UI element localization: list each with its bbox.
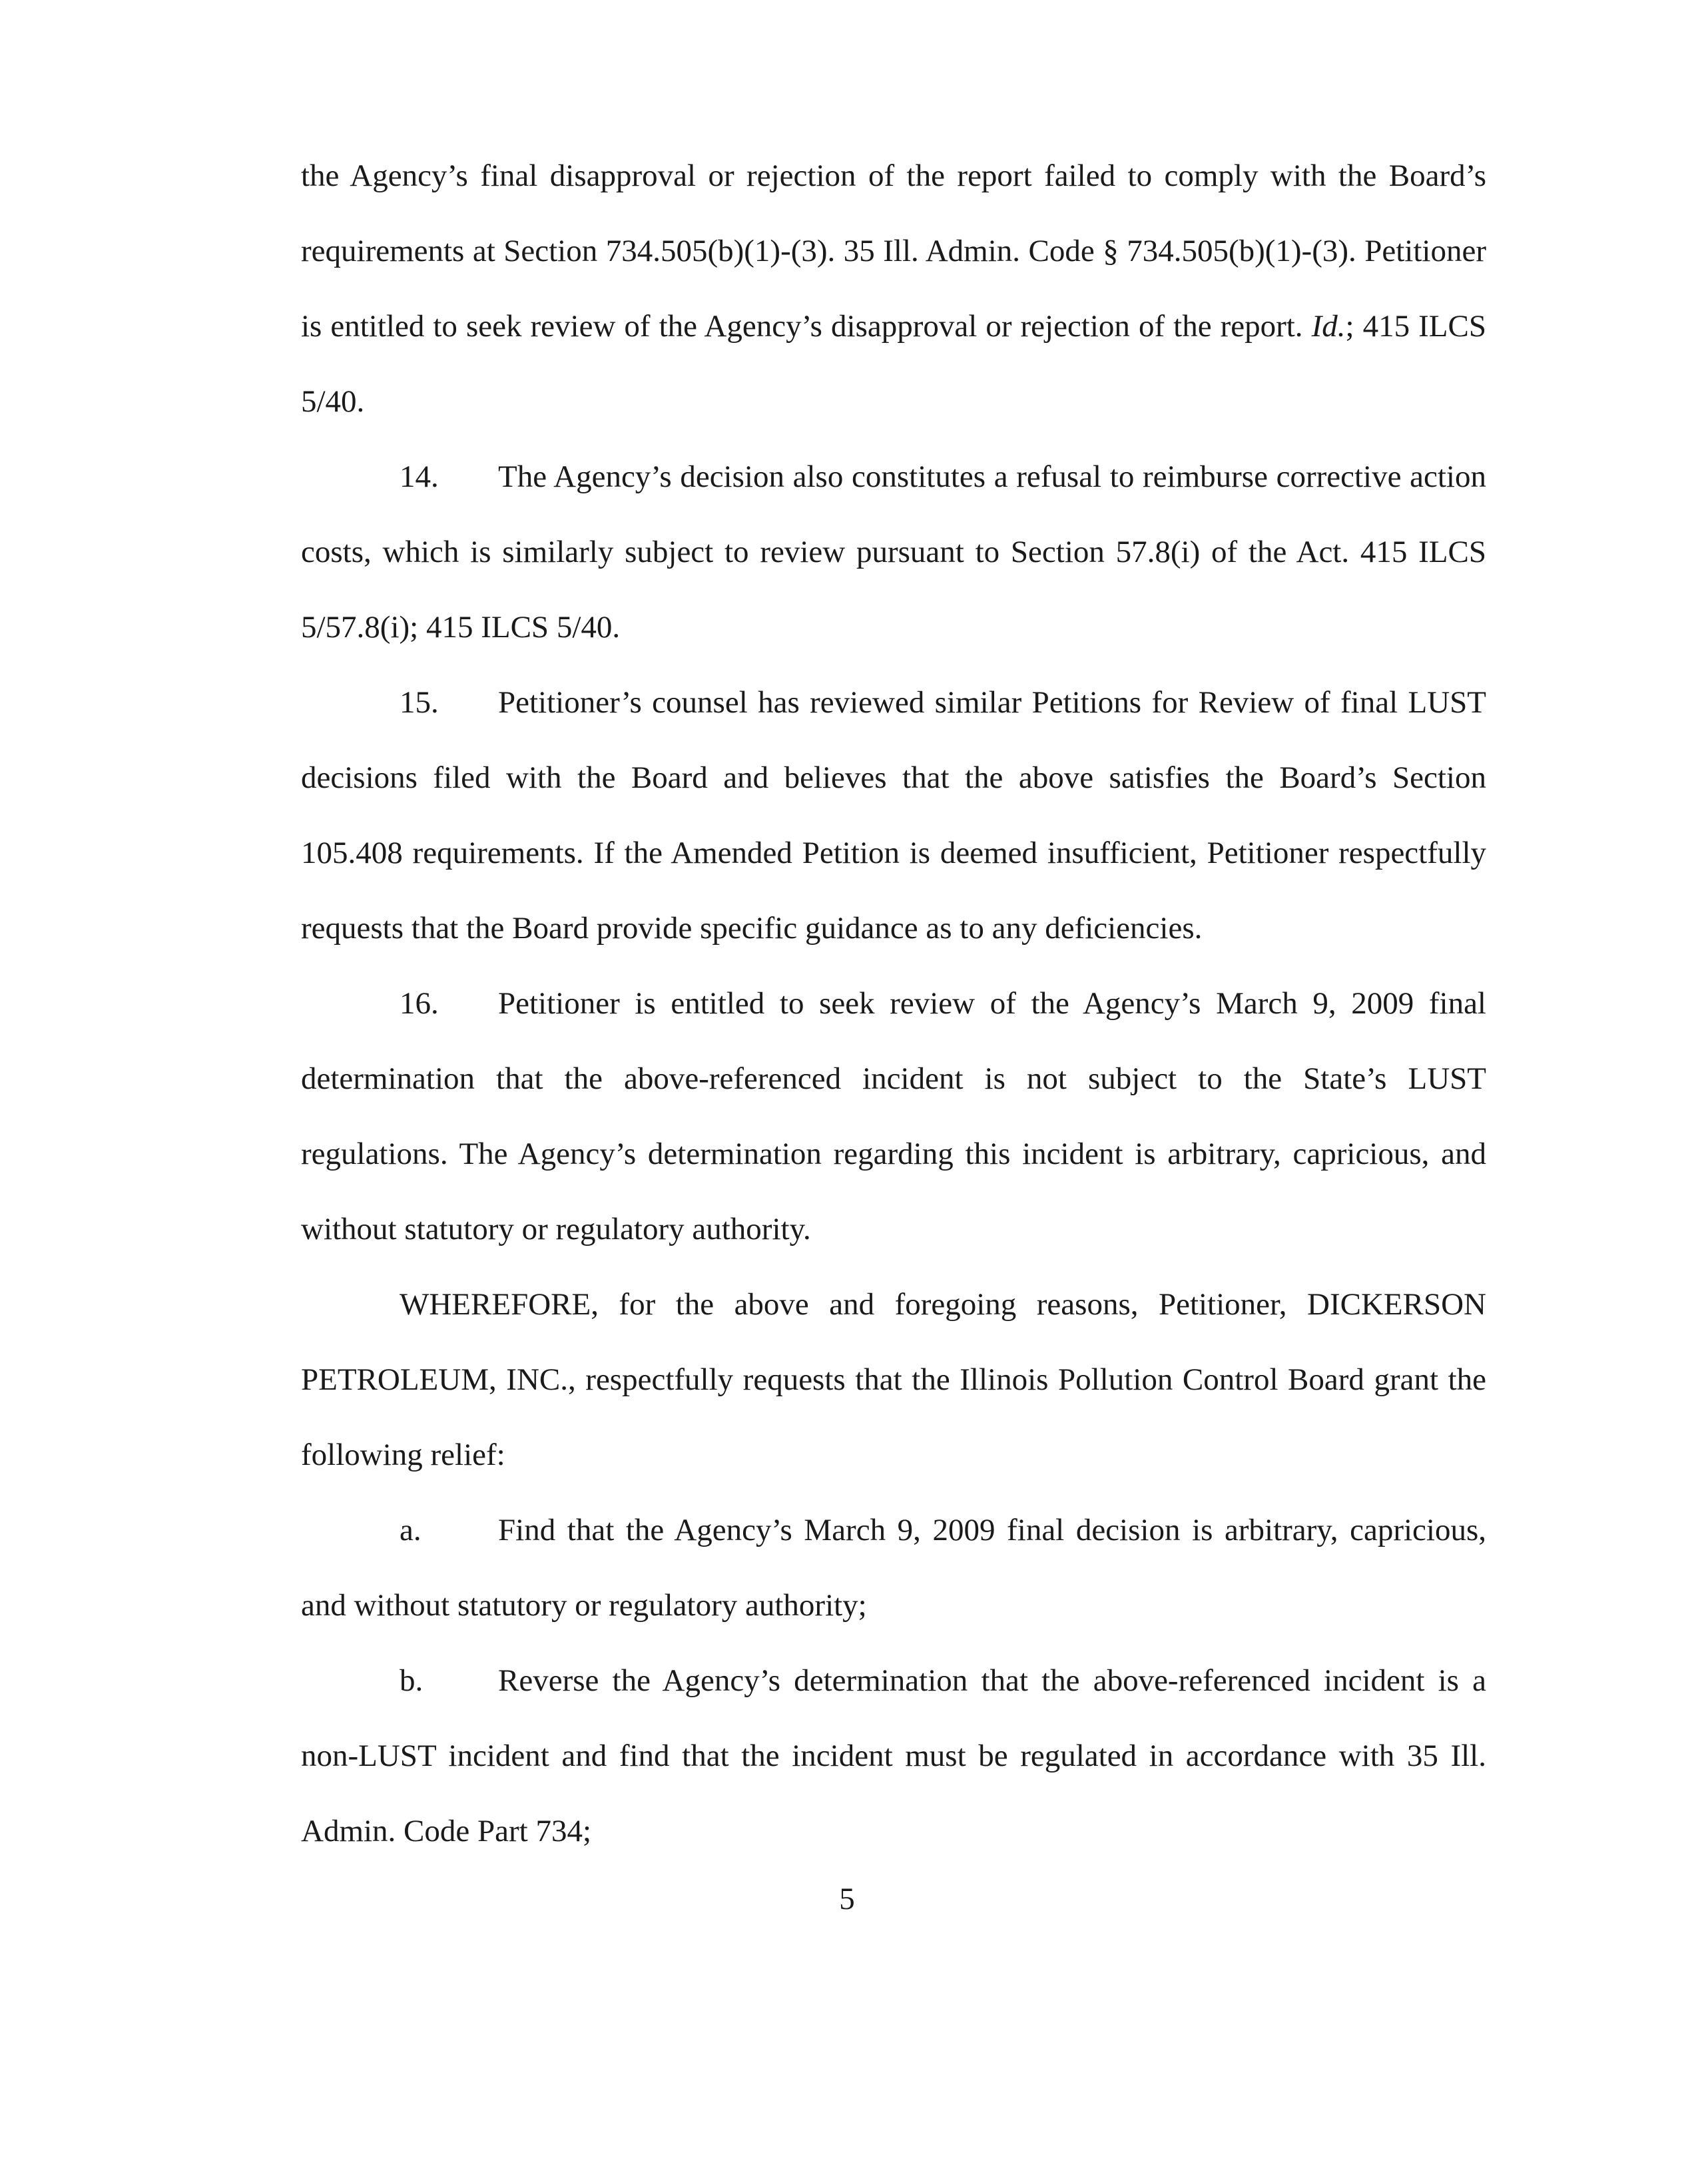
- relief-item-a-text: Find that the Agency’s March 9, 2009 final decision is arbitrary, capricious, and without statutory or regulatory authority;: [301, 1513, 1486, 1623]
- paragraph-13-text-end: ; 415 ILCS 5/40.: [301, 309, 1486, 419]
- relief-item-b-text: Reverse the Agency’s determination that the above-referenced incident is a non-LUST incident and find that the incident must be regulated in accordance with 35 Ill. Admin. Code Part 734;: [301, 1663, 1486, 1848]
- document-body: [301, 138, 1486, 1869]
- relief-item-a: [301, 1493, 1486, 1643]
- citation-id: Id.: [1311, 309, 1346, 344]
- paragraph-13-text: the Agency’s final disapproval or rejection of the report failed to comply with the Board’s requirements at Section 734.505(b)(1)-(3). 35 Ill. Admin. Code § 734.505(b)(1)-(3). Petitioner is entitled to seek review of the Agency’s disapproval or rejection of the report.: [301, 158, 1486, 344]
- paragraph-14: [301, 439, 1486, 665]
- paragraph-15: [301, 665, 1486, 966]
- paragraph-14-number: 14.: [400, 459, 439, 494]
- wherefore-paragraph: [301, 1267, 1486, 1493]
- paragraph-15-number: 15.: [400, 685, 439, 720]
- paragraph-16-number: 16.: [400, 986, 439, 1021]
- relief-item-a-marker: a.: [400, 1513, 422, 1547]
- paragraph-14-text: The Agency’s decision also constitutes a refusal to reimburse corrective action costs, which is similarly subject to review pursuant to Section 57.8(i) of the Act. 415 ILCS 5/57.8(i); 415 ILCS 5/40.: [301, 459, 1486, 645]
- paragraph-16-text: Petitioner is entitled to seek review of the Agency’s March 9, 2009 final determination that the above-referenced incident is not subject to the State’s LUST regulations. The Agency’s determination regarding this incident is arbitrary, capricious, and without statutory or regulatory authority.: [301, 986, 1486, 1246]
- page-number: 5: [839, 1882, 855, 1916]
- paragraph-16: [301, 966, 1486, 1267]
- wherefore-text: WHEREFORE, for the above and foregoing reasons, Petitioner, DICKERSON PETROLEUM, INC., respectfully requests that the Illinois Pollution Control Board grant the following relief:: [301, 1287, 1486, 1472]
- paragraph-15-text: Petitioner’s counsel has reviewed similar Petitions for Review of final LUST decisions filed with the Board and believes that the above satisfies the Board’s Section 105.408 requirements. If the Amended Petition is deemed insufficient, Petitioner respectfully requests that the Board provide specific guidance as to any deficiencies.: [301, 685, 1486, 946]
- paragraph-13-continuation: [301, 138, 1486, 439]
- relief-item-b: [301, 1643, 1486, 1869]
- relief-item-b-marker: b.: [400, 1663, 424, 1698]
